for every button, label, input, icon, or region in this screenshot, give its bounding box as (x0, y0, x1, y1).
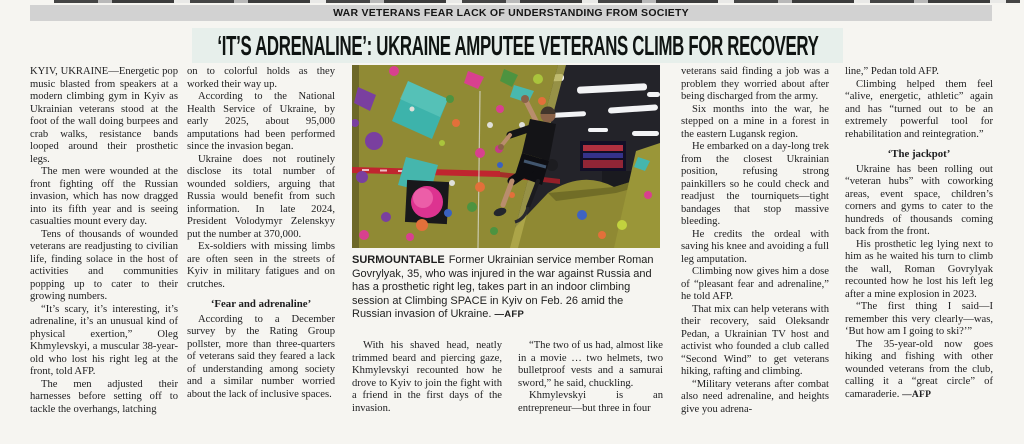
caption-label: SURMOUNTABLE (352, 254, 445, 266)
article-paragraph: on to colorful holds as they worked their way up. (187, 66, 335, 90)
headline: ‘IT’S ADRENALINE’: UKRAINE AMPUTEE VETERANS CLIMB FOR RECOVERY (216, 29, 819, 61)
cropped-content-edge (54, 0, 1020, 3)
article-column-5 (681, 66, 829, 416)
kicker-text: WAR VETERANS FEAR LACK OF UNDERSTANDING FROM SOCIETY (333, 7, 689, 19)
article-paragraph: Climbing helped them feel “alive, energetic, athletic” again and has “turned out to be an extremely powerful tool for rehabilitation and reintegration.” (845, 78, 993, 140)
article-paragraph: According to the National Health Service of Ukraine, by early 2025, about 95,000 amputations had been performed since the invasion began. (187, 91, 335, 152)
article-paragraph: veterans said finding a job was a problem they worried about after being discharged from the army. (681, 66, 829, 102)
subhead-fear-and-adrenaline: ‘Fear and adrenaline’ (210, 298, 312, 310)
article-column-6 (845, 66, 993, 401)
article-paragraph: Ex-soldiers with missing limbs are often seen in the streets of Kyiv in military fatigues and on crutches. (187, 241, 335, 290)
article-paragraph: Tens of thousands of wounded veterans are readjusting to civilian life, finding solace in the host of activities and communities popping up to cater to their growing numbers. (30, 228, 178, 302)
article-paragraph: line,” Pedan told AFP. (845, 66, 939, 77)
kicker-bar (30, 5, 992, 21)
article-paragraph: “It’s scary, it’s interesting, it’s adrenaline, it’s an unusual kind of physical exertion,” Oleg Khmylevskyi, a muscular 38-year-old who lost his right leg at the front, told AFP. (30, 303, 178, 377)
article-column-4 (518, 340, 663, 415)
article-paragraph (845, 339, 993, 402)
afp-credit: —AFP (902, 389, 932, 400)
article-photo (352, 65, 660, 248)
article-paragraph: “The first thing I said—I remember this very clearly—was, ‘But how am I going to ski?’” (845, 301, 993, 337)
article-paragraph: His prosthetic leg lying next to him as he waited his turn to climb the wall, Roman Govrylyak recounted how he lost his left leg after a mine explosion in 2023. (845, 238, 993, 300)
article-paragraph: “Military veterans after combat also need adrenaline, and heights give you adrena- (681, 378, 829, 415)
caption-credit: —AFP (494, 309, 525, 320)
subhead-the-jackpot: ‘The jackpot’ (887, 148, 951, 160)
article-paragraph: Six months into the war, he stepped on a mine in a forest in the eastern Lugansk region. (681, 103, 829, 140)
climbing-gym-photo-illustration (352, 65, 660, 248)
article-paragraph: With his shaved head, neatly trimmed beard and piercing gaze, Khmylevskyi recounted how he drove to Kyiv to join the fight with a friend in the first days of the invasion. (352, 340, 502, 414)
article-paragraph: Khmylevskyi is an entrepreneur—but three in four (518, 390, 663, 414)
article-paragraph: That mix can help veterans with their recovery, said Oleksandr Pedan, a Ukrainian TV host and activist who founded a club called “Second Wind” to get veterans hiking, rafting and climbing. (681, 303, 829, 377)
headline-band (192, 28, 843, 63)
caption-text: Former Ukrainian service member Roman Govrylyak, 35, who was injured in the war against Russia and has a prosthetic right leg, takes part in an indoor climbing session at Climbing SPACE in Kyiv on Feb. 26 amid the Russian invasion of Ukraine. (352, 254, 654, 320)
article-paragraph: The men were wounded at the front fighting off the Russian invasion, which has now dragged into its fifth year and is seeing casualties mount every day. (30, 166, 178, 227)
article-paragraph: Ukraine has been rolling out “veteran hubs” with coworking areas, event space, children’s corners and gyms to cater to the hundreds of thousands coming back from the front. (845, 163, 993, 237)
article-paragraph: KYIV, UKRAINE—Energetic pop music blasted from speakers at a modern climbing gym in Kyiv as Ukrainian veterans stood at the foot of the wall doing burpees and crab walks, resistance bands looped around their prosthetic legs. (30, 66, 178, 165)
article-paragraph: “The two of us had, almost like in a movie … two helmets, two bulletproof vests and a samurai sword,” he said, chuckling. (518, 340, 663, 389)
article-column-3 (352, 340, 502, 415)
article-column-1 (30, 66, 178, 416)
article-paragraph: Climbing now gives him a dose of “pleasant fear and adrenaline,” he told AFP. (681, 266, 829, 302)
article-paragraph: Ukraine does not routinely disclose its total number of wounded soldiers, arguing that Russia would benefit from such information. In late 2024, President Volodymyr Zelenskyy put the number at 370,000. (187, 153, 335, 240)
article-paragraph: The men adjusted their harnesses before setting off to tackle the overhangs, latching (30, 378, 178, 415)
article-paragraph: According to a December survey by the Rating Group pollster, more than three-quarters of veterans said they feared a lack of understanding among society and a similar number worried about the lack of inclusive spaces. (187, 313, 335, 400)
article-column-2 (187, 66, 335, 401)
article-paragraph: He embarked on a day-long trek from the closest Ukrainian position, refusing strong painkillers so he could check and readjust the tourniquets—tight bandages that stop massive bleeding. (681, 141, 829, 227)
photo-caption (352, 254, 660, 322)
paragraph-text: The 35-year-old now goes hiking and fishing with other wounded veterans from the club, calling it a “great circle” of camaraderie. (845, 338, 993, 400)
article-paragraph: He credits the ordeal with saving his knee and avoiding a full leg amputation. (681, 228, 829, 265)
